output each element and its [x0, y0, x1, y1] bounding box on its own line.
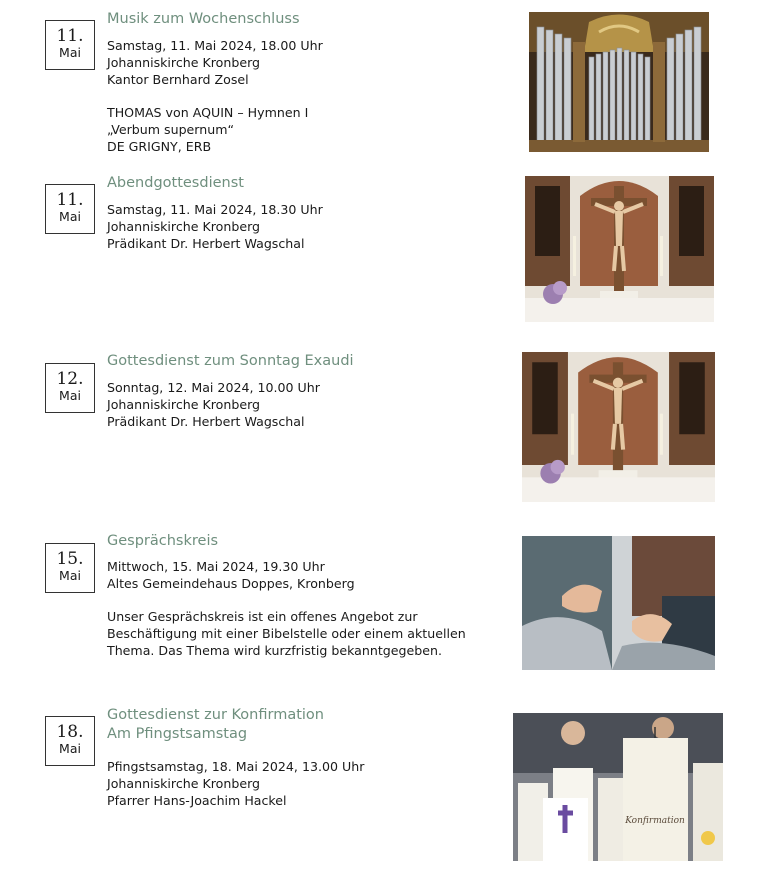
date-month: Mai — [59, 45, 81, 60]
confirmation-candles-image — [513, 713, 723, 861]
date-box — [45, 20, 95, 70]
event-title: Gottesdienst zum Sonntag Exaudi — [107, 353, 354, 369]
event-title: Gottesdienst zur Konfirmation Am Pfingstsamstag — [107, 707, 324, 742]
date-box — [45, 363, 95, 413]
event-details: Samstag, 11. Mai 2024, 18.30 Uhr Johanniskirche Kronberg Prädikant Dr. Herbert Wagschal — [107, 202, 323, 251]
date-box — [45, 543, 95, 593]
date-month: Mai — [59, 741, 81, 756]
altar-crucifix-image — [525, 176, 714, 322]
event-details: Samstag, 11. Mai 2024, 18.00 Uhr Johanniskirche Kronberg Kantor Bernhard Zosel THOMAS von AQUIN – Hymnen I „Verbum supernum“ DE GRIGNY, ERB — [107, 38, 323, 154]
date-month: Mai — [59, 209, 81, 224]
date-month: Mai — [59, 388, 81, 403]
event-title: Gesprächskreis — [107, 533, 219, 549]
event-title: Musik zum Wochenschluss — [107, 11, 300, 27]
altar-crucifix-image — [522, 352, 715, 502]
candle-label: Konfirmation — [625, 816, 685, 826]
event-title: Abendgottesdienst — [107, 175, 244, 191]
discussion-hands-image — [522, 536, 715, 670]
event-details: Pfingstsamstag, 18. Mai 2024, 13.00 Uhr Johanniskirche Kronberg Pfarrer Hans-Joachim Hackel — [107, 759, 365, 808]
date-day: 12. — [56, 369, 84, 389]
event-details: Mittwoch, 15. Mai 2024, 19.30 Uhr Altes Gemeindehaus Doppes, Kronberg Unser Gesprächskreis ist ein offenes Angebot zur Beschäftigung mit einer Bibelstelle oder einem aktuellen Thema. Das Thema wird kurzfristig bekanntgegeben. — [107, 559, 466, 658]
date-box — [45, 716, 95, 766]
date-month: Mai — [59, 568, 81, 583]
event-details: Sonntag, 12. Mai 2024, 10.00 Uhr Johanniskirche Kronberg Prädikant Dr. Herbert Wagschal — [107, 380, 320, 429]
date-day: 15. — [56, 549, 84, 569]
date-box — [45, 184, 95, 234]
date-day: 18. — [56, 722, 84, 742]
date-day: 11. — [56, 26, 84, 46]
organ-pipes-image — [529, 12, 709, 152]
date-day: 11. — [56, 190, 84, 210]
